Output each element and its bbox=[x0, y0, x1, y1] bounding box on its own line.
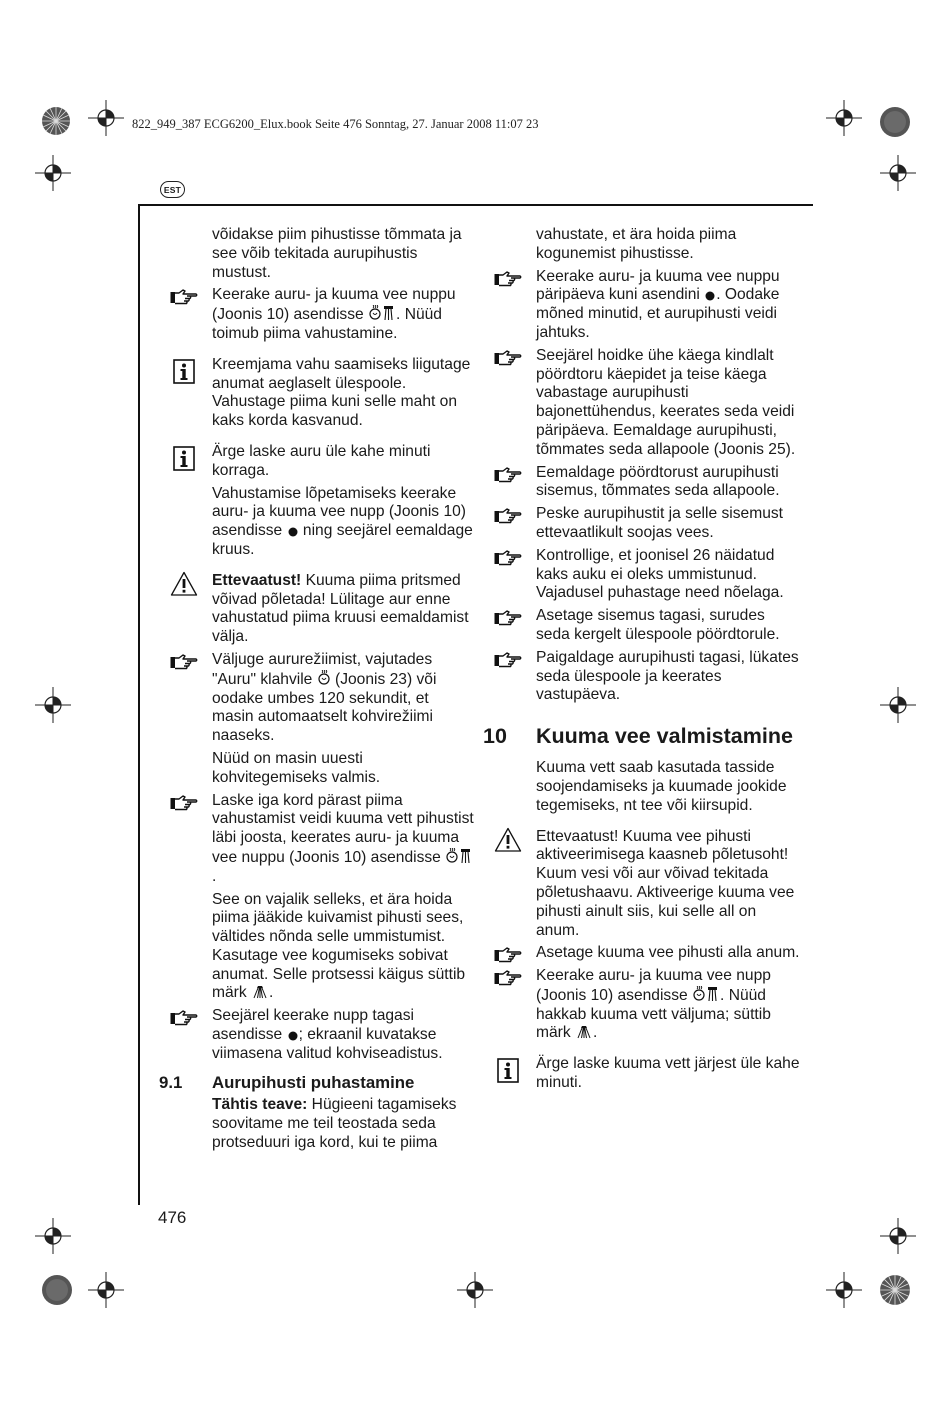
instruction-step bbox=[536, 607, 801, 645]
pointing-hand-icon bbox=[494, 608, 522, 628]
section-number: 10 bbox=[483, 724, 507, 749]
pointing-hand-icon bbox=[494, 506, 522, 526]
note-text: Ärge laske kuuma vett järjest üle kahe minuti. bbox=[536, 1055, 800, 1092]
step-text: Asetage sisemus tagasi, surudes seda kergelt ülespoole pöördtorule. bbox=[536, 607, 780, 643]
crosshair-icon bbox=[35, 1218, 71, 1254]
right-column bbox=[483, 226, 801, 1097]
step-text: Keerake auru- ja kuuma vee nuppu (Joonis 10) asendisse bbox=[212, 286, 456, 324]
crosshair-icon bbox=[35, 155, 71, 191]
steam-symbol-icon bbox=[317, 670, 331, 686]
steam-indicator-icon bbox=[251, 985, 269, 999]
registration-wheel-icon bbox=[879, 1274, 911, 1306]
info-note bbox=[212, 443, 474, 481]
instruction-step bbox=[212, 651, 474, 746]
warning-triangle-icon bbox=[494, 827, 522, 853]
info-icon bbox=[173, 359, 195, 384]
registration-dot-icon bbox=[879, 106, 911, 138]
instruction-step bbox=[536, 347, 801, 460]
important-label: Tähtis teave: bbox=[212, 1096, 308, 1114]
instruction-step bbox=[536, 967, 801, 1043]
section-title: Aurupihusti puhastamine bbox=[212, 1072, 415, 1092]
instruction-step bbox=[536, 547, 801, 603]
info-icon bbox=[173, 446, 195, 471]
registration-dot-icon bbox=[41, 1274, 73, 1306]
instruction-step bbox=[536, 944, 801, 963]
step-text: . Oodake mõned minutid, et aurupihusti veidi jahtuks. bbox=[536, 286, 780, 341]
note-text: Ärge laske auru üle kahe minuti korraga. bbox=[212, 442, 431, 479]
left-rule bbox=[138, 204, 140, 1205]
instruction-step bbox=[536, 649, 801, 705]
warning-label: Ettevaatust! bbox=[212, 571, 302, 589]
language-badge: EST bbox=[160, 181, 185, 198]
print-header: 822_949_387 ECG6200_Elux.book Seite 476 Sonntag, 27. Januar 2008 11:07 23 bbox=[132, 117, 539, 131]
paragraph-text: . bbox=[268, 984, 274, 1002]
steam-water-symbol-icon bbox=[692, 986, 720, 1002]
warning-text: Kuuma piima pritsmed võivad põletada! Lülitage aur enne vahustatud piima kruusi eemaldamist välja. bbox=[212, 571, 469, 646]
paragraph-text: See on vajalik selleks, et ära hoida piima jääkide kuivamist pihusti sees, vältides nõnda selle ummistumist. Kasutage vee kogumiseks sobivat anumat. Selle protsessi käigus süttib märk bbox=[212, 890, 466, 1002]
dot-symbol-icon bbox=[704, 289, 716, 301]
crosshair-icon bbox=[35, 687, 71, 723]
pointing-hand-icon bbox=[170, 793, 198, 813]
info-icon bbox=[497, 1058, 519, 1083]
pointing-hand-icon bbox=[494, 269, 522, 289]
crosshair-icon bbox=[826, 1272, 862, 1308]
paragraph-text: ning seejärel eemaldage kruus. bbox=[212, 522, 473, 558]
step-text: . Nüüd hakkab kuuma vett väljuma; süttib märk bbox=[536, 986, 771, 1042]
pointing-hand-icon bbox=[170, 287, 198, 307]
paragraph bbox=[536, 226, 801, 264]
step-text: Paigaldage aurupihusti tagasi, lükates seda ülespoole ja keerates vastupäeva. bbox=[536, 648, 799, 704]
warning-note bbox=[212, 572, 474, 647]
paragraph bbox=[212, 485, 474, 560]
pointing-hand-icon bbox=[494, 348, 522, 368]
step-text: Keerake auru- ja kuuma vee nuppu päripäeva kuni asendini bbox=[536, 267, 780, 304]
instruction-step bbox=[212, 792, 474, 887]
dot-symbol-icon bbox=[287, 1029, 299, 1041]
crosshair-icon bbox=[457, 1272, 493, 1308]
section-number: 9.1 bbox=[159, 1072, 183, 1092]
step-text: . bbox=[212, 867, 217, 885]
instruction-step bbox=[212, 286, 474, 343]
warning-note bbox=[536, 828, 801, 941]
step-text: Seejärel hoidke ühe käega kindlalt pöördtoru käepidet ja teise käega vabastage aurupihusti bajonettühendus, keerates seda veidi päripäeva. Eemaldage aurupihusti, tõmmates seda allapoole (Joonis 25). bbox=[536, 346, 796, 458]
step-text: Eemaldage pöördtorust aurupihusti sisemus, tõmmates seda allapoole. bbox=[536, 463, 780, 500]
crosshair-icon bbox=[880, 687, 916, 723]
step-text: (Joonis 23) või oodake umbes 120 sekundit, et masin automaatselt kohvirežiimi naaseks. bbox=[212, 670, 437, 745]
instruction-step bbox=[536, 464, 801, 502]
paragraph bbox=[212, 891, 474, 1004]
paragraph-text: vahustate, et ära hoida piima kogunemist pihustisse. bbox=[536, 226, 737, 262]
paragraph-text: võidakse piim pihustisse tõmmata ja see võib tekitada aurupihustis mustust. bbox=[212, 226, 462, 281]
section-heading-9-1 bbox=[159, 1072, 474, 1093]
pointing-hand-icon bbox=[494, 968, 522, 988]
step-text: Laske iga kord pärast piima vahustamist veidi kuuma vett pihustist läbi joosta, keerates auru- ja kuuma vee nuppu (Joonis 10) asendisse bbox=[212, 791, 474, 866]
pointing-hand-icon bbox=[494, 548, 522, 568]
instruction-step bbox=[536, 505, 801, 543]
top-rule bbox=[138, 204, 813, 206]
crosshair-icon bbox=[88, 1272, 124, 1308]
section-title: Kuuma vee valmistamine bbox=[536, 724, 793, 749]
instruction-step bbox=[212, 1007, 474, 1063]
left-column bbox=[159, 226, 474, 1157]
warning-triangle-icon bbox=[170, 571, 198, 597]
info-note bbox=[536, 1055, 801, 1093]
paragraph bbox=[536, 759, 801, 815]
step-text: Väljuge aururežiimist, vajutades "Auru" klahvile bbox=[212, 650, 433, 688]
step-text: Kontrollige, et joonisel 26 näidatud kaks auku ei oleks ummistunud. Vajadusel puhastage need nõelaga. bbox=[536, 546, 784, 602]
note-text: Kreemjama vahu saamiseks liigutage anumat aeglaselt ülespoole. Vahustage piima kuni selle maht on kaks korda kasvanud. bbox=[212, 355, 471, 430]
pointing-hand-icon bbox=[494, 945, 522, 965]
registration-wheel-icon bbox=[41, 106, 71, 136]
steam-indicator-icon bbox=[575, 1025, 593, 1039]
pointing-hand-icon bbox=[170, 1008, 198, 1028]
warning-text: Ettevaatust! Kuuma vee pihusti aktiveerimisega kaasneb põletusoht! Kuum vesi või aur võivad tekitada põletushaavu. Aktiveerige kuuma vee pihusti ainult siis, kui selle all on anum. bbox=[536, 827, 795, 939]
paragraph-text: Kuuma vett saab kasutada tasside soojendamiseks ja kuumade jookide tegemiseks, nt tee või kiirsupid. bbox=[536, 759, 787, 814]
paragraph-text: Vahustamise lõpetamiseks keerake auru- ja kuuma vee nupp (Joonis 10) asendisse bbox=[212, 484, 466, 540]
step-text: Keerake auru- ja kuuma vee nupp (Joonis 10) asendisse bbox=[536, 967, 771, 1004]
steam-water-symbol-icon bbox=[445, 848, 473, 864]
instruction-step bbox=[536, 268, 801, 343]
step-text: Seejärel keerake nupp tagasi asendisse bbox=[212, 1007, 414, 1044]
step-text: . bbox=[592, 1024, 598, 1042]
step-text: Asetage kuuma vee pihusti alla anum. bbox=[536, 944, 800, 962]
steam-water-symbol-icon bbox=[368, 305, 396, 321]
step-text: Peske aurupihustit ja selle sisemust ettevaatlikult soojas vees. bbox=[536, 505, 784, 541]
pointing-hand-icon bbox=[170, 652, 198, 672]
crosshair-icon bbox=[880, 1218, 916, 1254]
info-note bbox=[212, 356, 474, 431]
pointing-hand-icon bbox=[494, 465, 522, 485]
step-text: . Nüüd toimub piima vahustamine. bbox=[212, 306, 442, 342]
crosshair-icon bbox=[88, 100, 124, 136]
section-heading-10 bbox=[483, 723, 801, 749]
paragraph-text: Nüüd on masin uuesti kohvitegemiseks valmis. bbox=[212, 749, 381, 786]
page-number: 476 bbox=[158, 1208, 187, 1227]
paragraph-text: Hügieeni tagamiseks soovitame me teil teostada seda protseduuri iga kord, kui te piima bbox=[212, 1096, 457, 1152]
paragraph bbox=[212, 226, 474, 282]
pointing-hand-icon bbox=[494, 650, 522, 670]
dot-symbol-icon bbox=[287, 525, 299, 537]
step-text: ; ekraanil kuvatakse viimasena valitud kohviseadistus. bbox=[212, 1026, 443, 1062]
crosshair-icon bbox=[880, 155, 916, 191]
crosshair-icon bbox=[826, 100, 862, 136]
paragraph bbox=[212, 750, 474, 788]
paragraph bbox=[212, 1096, 474, 1152]
